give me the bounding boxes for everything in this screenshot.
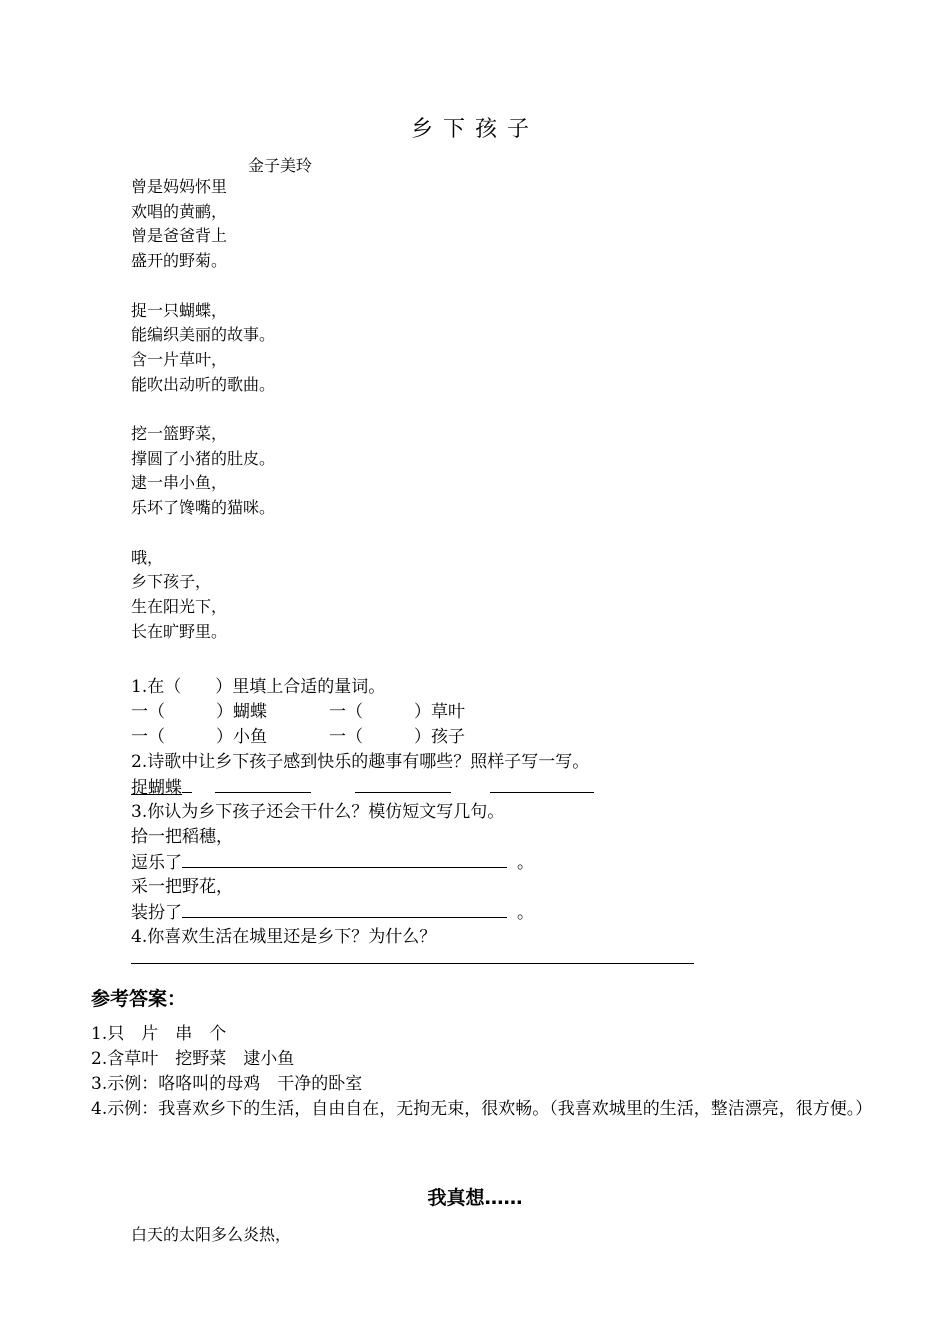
- period: 。: [517, 853, 534, 873]
- answer-blank[interactable]: [215, 775, 311, 793]
- next-poem-title: 我真想……: [427, 1187, 523, 1209]
- poem-line: 欢唱的黄鹂，: [131, 201, 228, 221]
- poem-line: 含一片草叶，: [131, 349, 228, 369]
- poem-line: 挖一篮野菜，: [131, 424, 228, 443]
- question-3-line-3: 采一把野花，: [131, 877, 233, 897]
- line-prefix: 逗乐了: [131, 853, 182, 873]
- poem-line: 乡下孩子，: [131, 572, 212, 592]
- stanza: [131, 546, 275, 645]
- poem-line: 曾是妈妈怀里: [131, 177, 228, 196]
- poem-line: 曾是爸爸背上: [131, 226, 228, 246]
- answer-blank[interactable]: [182, 900, 507, 918]
- answer-4: 4.示例：我喜欢乡下的生活，自由自在，无拘无束，很欢畅。（我喜欢城里的生活，整洁漂亮，很方便。）: [91, 1099, 873, 1119]
- answer-1: 1.只 片 串 个: [91, 1024, 227, 1044]
- question-3-line-1: 拾一把稻穗，: [131, 827, 233, 847]
- poem-line: 能吹出动听的歌曲。: [131, 374, 276, 394]
- poem-line: 撑圆了小猪的肚皮。: [131, 448, 276, 468]
- poem-line: 哦，: [131, 547, 164, 567]
- question-4-answer-line[interactable]: [131, 963, 694, 964]
- fill-blank-grass-leaf[interactable]: 一（ ）草叶: [329, 702, 465, 722]
- poem-line: 长在旷野里。: [131, 621, 228, 641]
- next-poem-first-line: 白天的太阳多么炎热，: [131, 1225, 292, 1244]
- stanza: [131, 299, 275, 398]
- line-prefix: 装扮了: [131, 903, 182, 923]
- answers-section: [91, 1022, 873, 1122]
- fill-blank-child[interactable]: 一（ ）孩子: [329, 727, 465, 747]
- question-2: 2.诗歌中让乡下孩子感到快乐的趣事有哪些？照样子写一写。: [131, 752, 590, 772]
- answer-blank[interactable]: [182, 850, 507, 868]
- period: 。: [517, 903, 534, 923]
- stanza: [131, 175, 275, 274]
- answer-blank[interactable]: [490, 775, 594, 793]
- question-3-line-4: [131, 900, 831, 925]
- question-3: 3.你认为乡下孩子还会干什么？模仿短文写几句。: [131, 802, 505, 822]
- question-4: 4.你喜欢生活在城里还是乡下？为什么？: [131, 927, 437, 947]
- poem-line: 捉一只蝴蝶，: [131, 300, 228, 320]
- question-1: 1.在（ ）里填上合适的量词。: [131, 677, 386, 697]
- poem-line: 能编织美丽的故事。: [131, 325, 276, 345]
- poem-title: 乡下孩子: [410, 117, 539, 142]
- question-2-answers: [131, 775, 831, 800]
- answer-3: 3.示例：咯咯叫的母鸡 干净的卧室: [91, 1074, 363, 1094]
- poem-line: 生在阳光下，: [131, 596, 228, 616]
- example-answer: 捉蝴蝶: [131, 778, 182, 798]
- question-1-row-1: [131, 700, 831, 725]
- questions-section: [131, 675, 831, 950]
- poem-author: 金子美玲: [248, 156, 313, 175]
- stanza: [131, 422, 275, 521]
- question-1-row-2: [131, 725, 831, 750]
- poem-line: 乐坏了馋嘴的猫咪。: [131, 498, 276, 518]
- poem-line: 逮一串小鱼，: [131, 473, 228, 493]
- question-3-line-2: [131, 850, 831, 875]
- fill-blank-butterfly[interactable]: 一（ ）蝴蝶: [131, 702, 267, 722]
- answer-2: 2.含草叶 挖野菜 逮小鱼: [91, 1049, 295, 1069]
- answer-blank[interactable]: [355, 775, 451, 793]
- poem-line: 盛开的野菊。: [131, 251, 228, 271]
- poem-body: [131, 175, 275, 644]
- answers-heading: 参考答案：: [91, 988, 187, 1010]
- fill-blank-fish[interactable]: 一（ ）小鱼: [131, 727, 267, 747]
